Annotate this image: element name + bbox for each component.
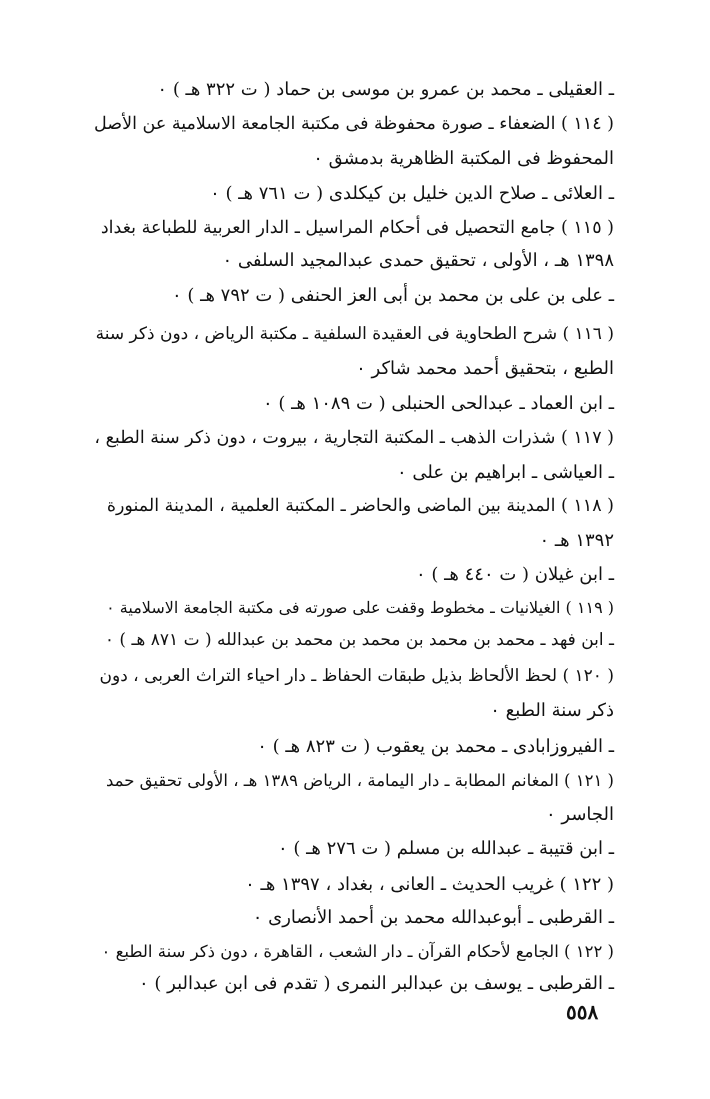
reference-line: ( ١١٩ ) الغيلانيات ـ مخطوط وقفت على صورته فى مكتبة الجامعة الاسلامية ٠ [106,598,614,617]
author-entry: ـ العلائى ـ صلاح الدين خليل بن كيكلدى ( ت ٧٦١ هـ ) ٠ [210,183,614,204]
reference-line: الطبع ، بتحقيق أحمد محمد شاكر ٠ [356,358,614,379]
reference-line: ( ١١٨ ) المدينة بين الماضى والحاضر ـ المكتبة العلمية ، المدينة المنورة [106,496,614,516]
reference-line: ١٣٩٢ هـ ٠ [539,530,614,551]
author-entry: ـ ابن فهد ـ محمد بن محمد بن محمد بن محمد بن عبدالله ( ت ٨٧١ هـ ) ٠ [104,630,614,650]
author-entry: ـ الفيروزابادى ـ محمد بن يعقوب ( ت ٨٢٣ هـ ) ٠ [257,736,614,757]
reference-line: ( ١١٦ ) شرح الطحاوية فى العقيدة السلفية ـ مكتبة الرياض ، دون ذكر سنة [95,324,614,344]
page-number: ٥٥٨ [566,1000,599,1024]
reference-line: ( ١١٥ ) جامع التحصيل فى أحكام المراسيل ـ الدار العربية للطباعة بغداد [100,218,614,238]
reference-line: ( ١٢٢ ) غريب الحديث ـ العانى ، بغداد ، ١٣٩٧ هـ ٠ [245,874,614,895]
reference-line: ( ١٢٢ ) الجامع لأحكام القرآن ـ دار الشعب ، القاهرة ، دون ذكر سنة الطبع ٠ [101,942,614,961]
reference-line: ذكر سنة الطبع ٠ [490,700,614,721]
reference-line: المحفوظ فى المكتبة الظاهرية بدمشق ٠ [313,148,614,169]
author-entry: ـ على بن على بن محمد بن أبى العز الحنفى ( ت ٧٩٢ هـ ) ٠ [172,285,614,306]
reference-line: ( ١٢١ ) المغانم المطابة ـ دار اليمامة ، الرياض ١٣٨٩ هـ ، الأولى تحقيق حمد [106,771,614,790]
author-entry: ـ العقيلى ـ محمد بن عمرو بن موسى بن حماد ( ت ٣٢٢ هـ ) ٠ [157,79,614,100]
reference-line: الجاسر ٠ [546,804,614,825]
author-entry: ـ ابن قتيبة ـ عبدالله بن مسلم ( ت ٢٧٦ هـ ) ٠ [278,838,614,859]
reference-line: ( ١٢٠ ) لحظ الألحاظ بذيل طبقات الحفاظ ـ دار احياء التراث العربى ، دون [99,666,614,686]
author-entry: ـ ابن العماد ـ عبدالحى الحنبلى ( ت ١٠٨٩ هـ ) ٠ [262,393,614,414]
reference-line: ١٣٩٨ هـ ، الأولى ، تحقيق حمدى عبدالمجيد السلفى ٠ [222,250,614,271]
author-entry: ـ القرطبى ـ أبوعبدالله محمد بن أحمد الأنصارى ٠ [252,907,614,928]
reference-line: ( ١١٧ ) شذرات الذهب ـ المكتبة التجارية ، بيروت ، دون ذكر سنة الطبع ، [94,428,614,448]
author-entry: ـ ابن غيلان ( ت ٤٤٠ هـ ) ٠ [415,564,614,585]
author-entry: ـ العياشى ـ ابراهيم بن على ٠ [397,462,614,483]
author-entry: ـ القرطبى ـ يوسف بن عبدالبر النمرى ( تقدم فى ابن عبدالبر ) ٠ [139,973,614,994]
reference-line: ( ١١٤ ) الضعفاء ـ صورة محفوظة فى مكتبة الجامعة الاسلامية عن الأصل [93,114,614,134]
